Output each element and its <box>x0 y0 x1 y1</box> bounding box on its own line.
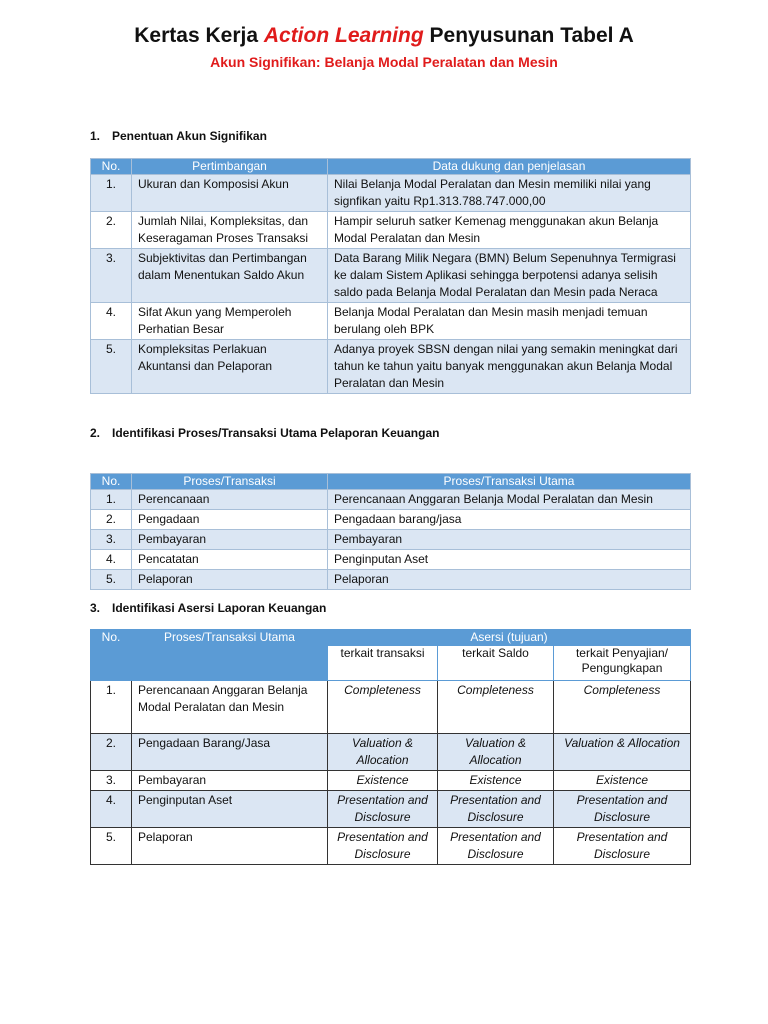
cell-no: 3. <box>91 771 132 791</box>
cell-asersi-transaksi: Existence <box>328 771 438 791</box>
cell-no: 3. <box>91 249 132 303</box>
cell-asersi-penyajian: Presentation and Disclosure <box>554 791 691 828</box>
cell-pertimbangan: Sifat Akun yang Memperoleh Perhatian Besar <box>132 303 328 340</box>
cell-penjelasan: Adanya proyek SBSN dengan nilai yang semakin meningkat dari tahun ke tahun yaitu banyak menggunakan akun Belanja Modal Peralatan dan Mesin <box>328 340 691 394</box>
subcol-header-transaksi: terkait transaksi <box>328 646 438 681</box>
title-highlight: Action Learning <box>263 24 424 47</box>
table-row <box>91 303 691 340</box>
cell-asersi-saldo: Existence <box>438 771 554 791</box>
cell-penjelasan: Hampir seluruh satker Kemenag menggunakan akun Belanja Modal Peralatan dan Mesin <box>328 212 691 249</box>
cell-asersi-saldo: Presentation and Disclosure <box>438 828 554 865</box>
cell-no: 4. <box>91 303 132 340</box>
table-row <box>91 570 691 590</box>
cell-no: 2. <box>91 734 132 771</box>
cell-proses: Pelaporan <box>132 570 328 590</box>
cell-no: 2. <box>91 212 132 249</box>
subcol-header-saldo: terkait Saldo <box>438 646 554 681</box>
cell-asersi-saldo: Presentation and Disclosure <box>438 791 554 828</box>
table-row <box>91 249 691 303</box>
cell-asersi-penyajian: Completeness <box>554 681 691 734</box>
section-3-heading <box>90 601 326 615</box>
cell-proses-utama: Perencanaan Anggaran Belanja Modal Peralatan dan Mesin <box>132 681 328 734</box>
cell-proses-utama: Perencanaan Anggaran Belanja Modal Peralatan dan Mesin <box>328 490 691 510</box>
section-3-number: 3. <box>90 601 101 615</box>
col-header-asersi: Asersi (tujuan) <box>328 630 691 646</box>
col-header-pertimbangan: Pertimbangan <box>132 159 328 175</box>
cell-proses-utama: Pelaporan <box>328 570 691 590</box>
cell-no: 1. <box>91 175 132 212</box>
cell-asersi-saldo: Completeness <box>438 681 554 734</box>
cell-asersi-penyajian: Presentation and Disclosure <box>554 828 691 865</box>
cell-proses-utama: Pembayaran <box>328 530 691 550</box>
table-row <box>91 681 691 734</box>
col-header-proses: Proses/Transaksi <box>132 474 328 490</box>
cell-no: 1. <box>91 681 132 734</box>
table-asersi <box>90 629 691 865</box>
cell-proses-utama: Penginputan Aset <box>132 791 328 828</box>
cell-proses-utama: Pengadaan barang/jasa <box>328 510 691 530</box>
document-title <box>0 24 768 48</box>
cell-no: 1. <box>91 490 132 510</box>
cell-penjelasan: Nilai Belanja Modal Peralatan dan Mesin memiliki nilai yang signfikan yaitu Rp1.313.788.747.000,00 <box>328 175 691 212</box>
table-row <box>91 530 691 550</box>
cell-penjelasan: Belanja Modal Peralatan dan Mesin masih menjadi temuan berulang oleh BPK <box>328 303 691 340</box>
cell-proses: Perencanaan <box>132 490 328 510</box>
cell-no: 5. <box>91 340 132 394</box>
cell-no: 4. <box>91 550 132 570</box>
col-header-no: No. <box>91 630 132 681</box>
cell-penjelasan: Data Barang Milik Negara (BMN) Belum Sepenuhnya Termigrasi ke dalam Sistem Aplikasi sehingga berpotensi adanya selisih saldo pada Belanja Modal Peralatan dan Mesin pada Neraca <box>328 249 691 303</box>
table-row <box>91 490 691 510</box>
cell-pertimbangan: Ukuran dan Komposisi Akun <box>132 175 328 212</box>
cell-asersi-transaksi: Valuation & Allocation <box>328 734 438 771</box>
col-header-data-dukung: Data dukung dan penjelasan <box>328 159 691 175</box>
cell-pertimbangan: Subjektivitas dan Pertimbangan dalam Menentukan Saldo Akun <box>132 249 328 303</box>
table-row <box>91 734 691 771</box>
section-1-number: 1. <box>90 129 101 143</box>
cell-asersi-penyajian: Valuation & Allocation <box>554 734 691 771</box>
section-2-number: 2. <box>90 426 101 440</box>
cell-no: 3. <box>91 530 132 550</box>
cell-no: 4. <box>91 791 132 828</box>
cell-proses-utama: Pembayaran <box>132 771 328 791</box>
section-1-heading <box>90 129 267 143</box>
table-row <box>91 510 691 530</box>
cell-no: 5. <box>91 570 132 590</box>
col-header-proses-utama: Proses/Transaksi Utama <box>132 630 328 681</box>
cell-asersi-saldo: Valuation & Allocation <box>438 734 554 771</box>
section-2-title: Identifikasi Proses/Transaksi Utama Pelaporan Keuangan <box>112 426 440 440</box>
title-prefix: Kertas Kerja <box>134 24 264 47</box>
cell-proses: Pengadaan <box>132 510 328 530</box>
cell-no: 5. <box>91 828 132 865</box>
cell-asersi-transaksi: Presentation and Disclosure <box>328 791 438 828</box>
title-suffix: Penyusunan Tabel A <box>423 24 634 47</box>
section-3-title: Identifikasi Asersi Laporan Keuangan <box>112 601 327 615</box>
table-row <box>91 340 691 394</box>
table-proses-transaksi <box>90 473 691 590</box>
cell-pertimbangan: Kompleksitas Perlakuan Akuntansi dan Pelaporan <box>132 340 328 394</box>
document-subtitle: Akun Signifikan: Belanja Modal Peralatan dan Mesin <box>210 54 558 70</box>
col-header-proses-utama: Proses/Transaksi Utama <box>328 474 691 490</box>
cell-proses-utama: Penginputan Aset <box>328 550 691 570</box>
cell-proses-utama: Pelaporan <box>132 828 328 865</box>
cell-proses-utama: Pengadaan Barang/Jasa <box>132 734 328 771</box>
cell-asersi-transaksi: Presentation and Disclosure <box>328 828 438 865</box>
table-akun-signifikan <box>90 158 691 394</box>
cell-pertimbangan: Jumlah Nilai, Kompleksitas, dan Keseragaman Proses Transaksi <box>132 212 328 249</box>
table-row <box>91 771 691 791</box>
table-row <box>91 212 691 249</box>
subcol-header-penyajian: terkait Penyajian/ Pengungkapan <box>554 646 691 681</box>
cell-no: 2. <box>91 510 132 530</box>
col-header-no: No. <box>91 159 132 175</box>
cell-proses: Pembayaran <box>132 530 328 550</box>
cell-asersi-transaksi: Completeness <box>328 681 438 734</box>
table-row <box>91 791 691 828</box>
table-row <box>91 550 691 570</box>
cell-asersi-penyajian: Existence <box>554 771 691 791</box>
section-1-title: Penentuan Akun Signifikan <box>112 129 267 143</box>
table-row <box>91 828 691 865</box>
table-row <box>91 175 691 212</box>
col-header-no: No. <box>91 474 132 490</box>
section-2-heading <box>90 426 439 440</box>
cell-proses: Pencatatan <box>132 550 328 570</box>
